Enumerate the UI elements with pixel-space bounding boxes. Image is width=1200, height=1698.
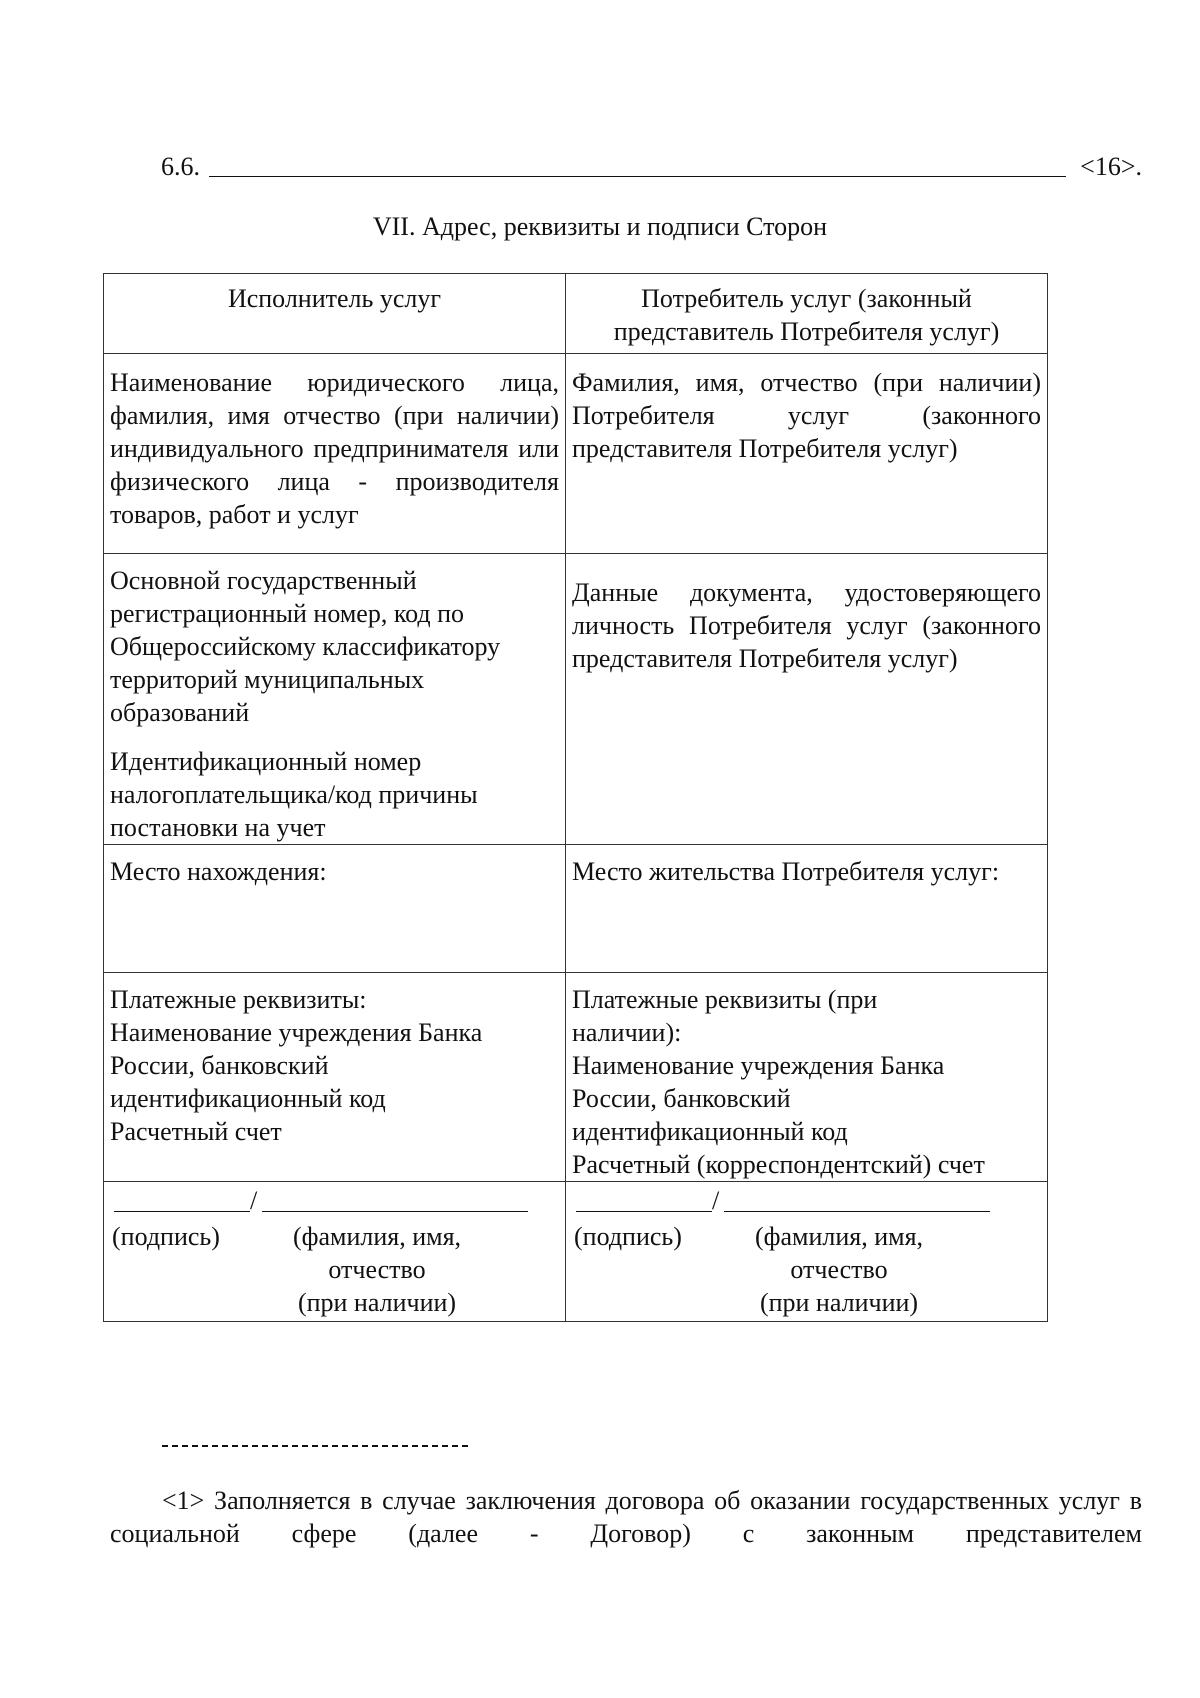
section-title: VII. Адрес, реквизиты и подписи Сторон (372, 212, 828, 241)
contractor-payment-line: Расчетный счет (110, 1117, 282, 1146)
table-header-row (104, 274, 1048, 354)
consumer-payment-line: России, банковский (572, 1084, 791, 1113)
contractor-payment-line: Платежные реквизиты: (110, 985, 367, 1014)
consumer-name-label: Фамилия, имя, отчество (при наличии) Потребителя услуг (законного представителя Потребителя услуг) (572, 368, 1041, 463)
contractor-location-label: Место нахождения: (110, 857, 327, 886)
clause-footnote-ref: <16>. (1080, 152, 1142, 181)
header-consumer (566, 274, 1048, 354)
sign-label: (подпись) (574, 1222, 682, 1251)
consumer-payment-cell (566, 973, 1048, 1182)
table-row (104, 554, 1048, 845)
clause-6-6 (161, 150, 1142, 183)
sign-label: (подпись) (112, 1222, 220, 1251)
requisites-table (103, 273, 1048, 1322)
signature-slash: / (250, 1186, 258, 1215)
contractor-payment-line: Наименование учреждения Банка (110, 1018, 483, 1047)
consumer-document-cell (566, 554, 1048, 845)
table-row (104, 845, 1048, 973)
signature-slash: / (712, 1186, 720, 1215)
consumer-sign-blank[interactable] (576, 1211, 712, 1212)
consumer-residence-label: Место жительства Потребителя услуг: (572, 857, 1000, 886)
clause-blank-line[interactable] (209, 176, 1066, 177)
contractor-ogrn-label: Основной государственный регистрационный номер, код по Общероссийскому классификатору территорий муниципальных образований (110, 566, 501, 727)
contractor-name-cell (104, 354, 566, 554)
consumer-payment-line: идентификационный код (572, 1117, 848, 1146)
contractor-registration-cell (104, 554, 566, 845)
contractor-location-cell (104, 845, 566, 973)
footnote-1: <1> Заполняется в случае заключения договора об оказании государственных услуг в социальной сфере (далее - Договор) с законным представителем (110, 1486, 1142, 1548)
consumer-fullname-blank[interactable] (724, 1211, 990, 1212)
fullname-label-line1: (фамилия, имя, (754, 1222, 924, 1251)
consumer-payment-line: Платежные реквизиты (при (572, 985, 878, 1014)
footnote-separator (162, 1445, 468, 1447)
fullname-label (724, 1220, 954, 1319)
fullname-label-line3: (при наличии) (759, 1288, 919, 1317)
header-contractor (104, 274, 566, 354)
consumer-payment-line: Расчетный (корреспондентский) счет (572, 1150, 985, 1179)
table-row (104, 354, 1048, 554)
fullname-label-line2: отчество (790, 1255, 888, 1284)
header-consumer-line1: Потребитель услуг (законный (641, 284, 972, 313)
clause-number: 6.6. (161, 152, 200, 181)
header-contractor-label: Исполнитель услуг (227, 284, 442, 313)
contractor-fullname-blank[interactable] (262, 1211, 528, 1212)
fullname-label-line3: (при наличии) (297, 1288, 457, 1317)
header-consumer-line2: представитель Потребителя услуг) (613, 317, 1000, 346)
consumer-name-cell (566, 354, 1048, 554)
contractor-payment-cell (104, 973, 566, 1182)
fullname-label (262, 1220, 492, 1319)
consumer-residence-cell (566, 845, 1048, 973)
contractor-signature-cell (104, 1182, 566, 1322)
consumer-document-label: Данные документа, удостоверяющего личность Потребителя услуг (законного представителя Потребителя услуг) (572, 578, 1041, 673)
fullname-label-line1: (фамилия, имя, (292, 1222, 462, 1251)
contractor-sign-blank[interactable] (114, 1211, 250, 1212)
contractor-signature-line (110, 1184, 559, 1220)
consumer-signature-labels (572, 1220, 1041, 1320)
table-row (104, 973, 1048, 1182)
contractor-payment-line: России, банковский (110, 1051, 329, 1080)
consumer-signature-line (572, 1184, 1041, 1220)
contractor-signature-labels (110, 1220, 559, 1320)
consumer-payment-line: наличии): (572, 1018, 682, 1047)
consumer-signature-cell (566, 1182, 1048, 1322)
contractor-inn-label: Идентификационный номер налогоплательщика/код причины постановки на учет (110, 747, 478, 842)
contractor-payment-line: идентификационный код (110, 1084, 386, 1113)
fullname-label-line2: отчество (328, 1255, 426, 1284)
signature-row (104, 1182, 1048, 1322)
consumer-payment-line: Наименование учреждения Банка (572, 1051, 945, 1080)
contractor-name-label: Наименование юридического лица, фамилия, имя отчество (при наличии) индивидуального предпринимателя или физического лица - производителя товаров, работ и услуг (110, 368, 559, 529)
